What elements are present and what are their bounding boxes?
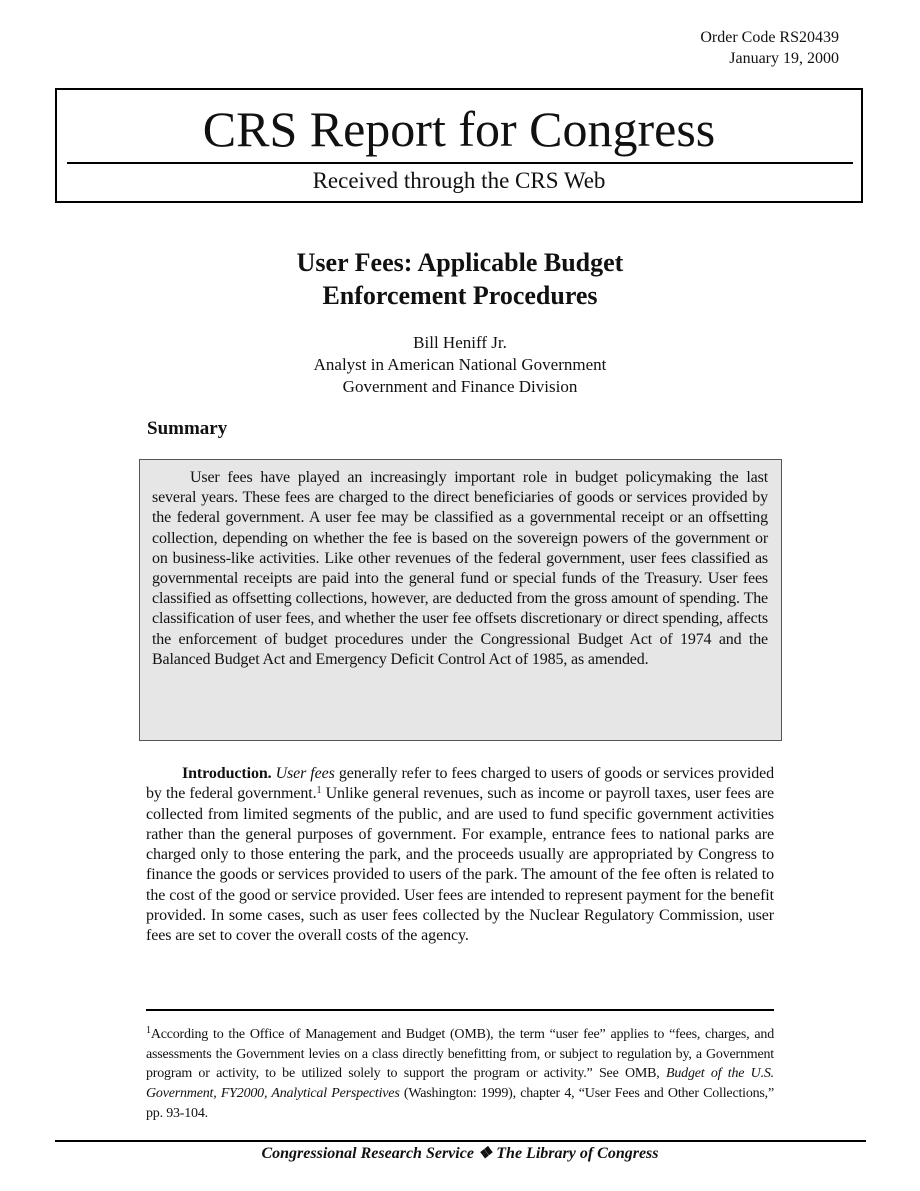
title-line-2: Enforcement Procedures [322,281,598,310]
footnote-text-1: According to the Office of Management and Budget (OMB), the term “user fee” applies to “fees, charges, and assessments the Government levies on a class directly benefitting from, or subject to regulation by, a Government program or activity, to be utilized solely to support the program or activity.” See OMB, [146,1027,774,1082]
report-date: January 19, 2000 [729,50,839,67]
author-block [0,332,920,398]
banner-title: CRS Report for Congress [202,101,716,157]
footnote-rule [146,1009,774,1011]
introduction-term: User fees [275,765,335,782]
introduction-heading: Introduction. [182,765,272,782]
footnote-reference: 1 [316,785,322,797]
author-title: Analyst in American National Government [313,355,607,374]
footnote-marker: 1 [146,1025,151,1036]
summary-text: User fees have played an increasingly important role in budget policymaking the last several years. These fees are charged to the direct beneficiaries of goods or services provided by the federal government. A user fee may be classified as a governmental receipt or an offsetting collection, depending on whether the fee is based on the sovereign powers of the government or on business-like activities. Like other revenues of the federal government, user fees classified as governmental receipts are paid into the general fund or special funds of the Treasury. User fees classified as offsetting collections, however, are deducted from the gross amount of spending. The classification of user fees, and whether the user fee offsets discretionary or direct spending, affects the enforcement of budget procedures under the Congressional Budget Act of 1974 and the Balanced Budget Act and Emergency Deficit Control Act of 1985, as amended. [152,469,768,668]
report-title [0,246,920,312]
introduction-text-2: Unlike general revenues, such as income or payroll taxes, user fees are collected from limited segments of the public, and are used to fund specific government activities rather than the general purposes of government. For example, entrance fees to national parks are charged only to those entering the park, and the proceeds usually are appropriated by Congress to finance the goods or services provided to users of the park. The amount of the fee often is related to the cost of the good or service provided. User fees are intended to represent payment for the benefit provided. In some cases, such as user fees collected by the Nuclear Regulatory Commission, user fees are set to cover the overall costs of the agency. [146,785,774,945]
author-division: Government and Finance Division [342,377,578,396]
report-banner [55,88,863,203]
author-name: Bill Heniff Jr. [413,333,507,352]
footnote-cited-title: Budget of the U.S. Government, FY2000, Analytical Perspectives [146,1066,774,1102]
summary-box [139,459,782,741]
order-code: Order Code RS20439 [700,29,839,46]
footnote [146,1025,774,1124]
introduction-text-1: generally refer to fees charged to users of goods or services provided by the federal government. [146,765,775,803]
summary-heading: Summary [147,418,228,439]
footnote-text-2: (Washington: 1999), chapter 4, “User Fees and Other Collections,” pp. 93-104. [146,1086,774,1121]
banner-subtitle: Received through the CRS Web [312,168,606,193]
footer-rule [55,1140,866,1142]
title-line-1: User Fees: Applicable Budget [296,248,624,277]
introduction-paragraph [146,764,774,947]
order-info [700,27,839,69]
page-footer: Congressional Research Service ❖ The Library of Congress [261,1145,659,1162]
banner-rule [67,162,853,164]
